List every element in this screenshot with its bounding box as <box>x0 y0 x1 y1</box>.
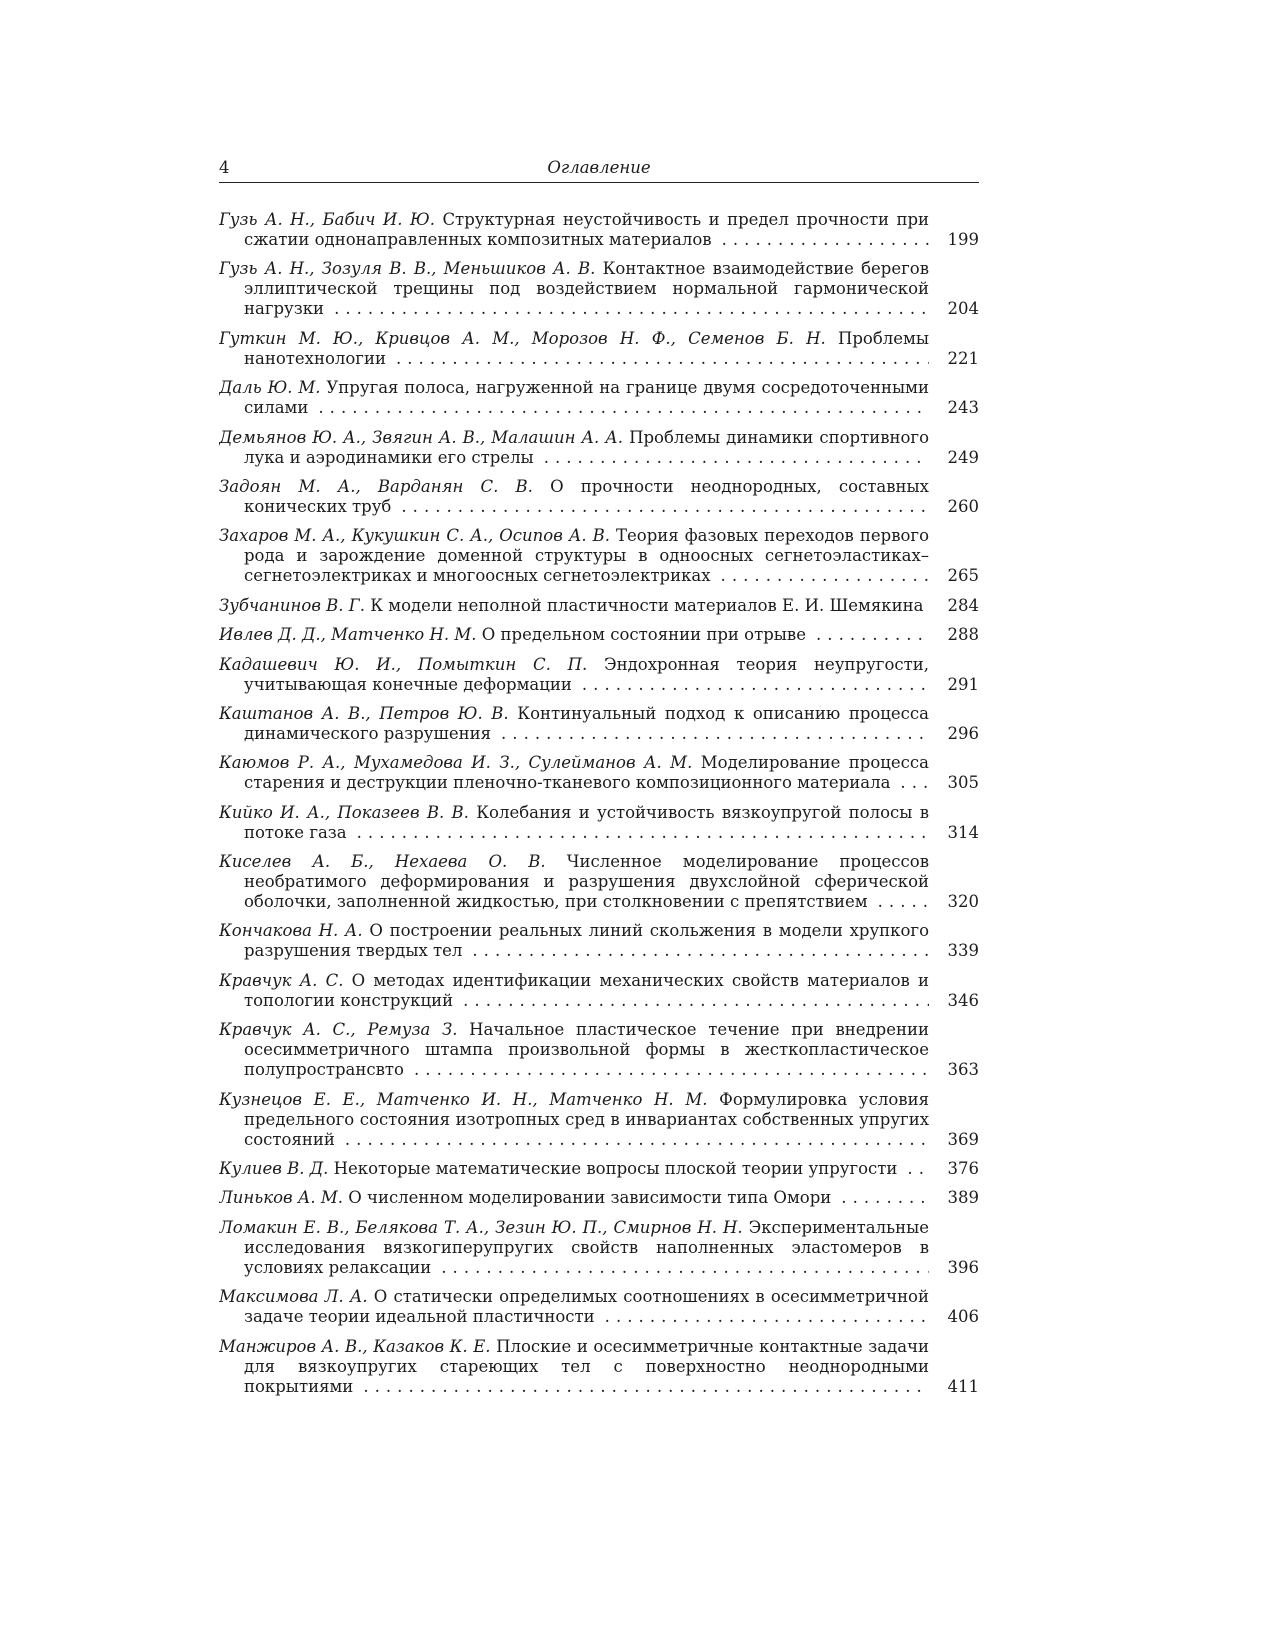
entry-authors: Кузнецов Е. Е., Матченко И. Н., Матченко Н. М. <box>219 1089 708 1109</box>
entry-title: Теория фазовых переходов первого рода и зарождение доменной структуры в одноосных сегнетоэластиках–сегнетоэлектриках и многоосных сегнетоэлектриках <box>244 526 929 586</box>
entry-page: 288 <box>947 625 979 645</box>
entry-page: 199 <box>947 230 979 249</box>
toc-entry[interactable] <box>219 803 979 843</box>
entry-title: Некоторые математические вопросы плоской теории упругости <box>333 1159 898 1179</box>
entry-page: 389 <box>947 1188 979 1208</box>
toc-entry[interactable] <box>219 753 979 793</box>
entry-page: 284 <box>947 595 979 615</box>
entry-title: Проблемы динамики спортивного лука и аэродинамики его стрелы <box>244 427 929 467</box>
entry-authors: Кулиев В. Д. <box>219 1159 329 1179</box>
entry-title: Численное моделирование процессов необратимого деформирования и разрушения двухслойной сферической оболочки, заполненной жидкостью, при столкновении с препятствием <box>244 852 929 912</box>
entry-page: 204 <box>947 299 979 319</box>
entry-title: К модели неполной пластичности материалов Е. И. Шемякина <box>370 595 924 615</box>
entry-authors: Каюмов Р. А., Мухамедова И. З., Сулейманов А. М. <box>219 753 693 773</box>
entry-page: 396 <box>947 1257 979 1277</box>
entry-title: О прочности неоднородных, составных конических труб <box>244 476 929 516</box>
toc-entry[interactable] <box>219 704 979 744</box>
entry-authors: Максимова Л. А. <box>219 1287 368 1307</box>
entry-title: Структурная неустойчивость и предел прочности при сжатии однонаправленных композитных материалов <box>244 210 929 249</box>
toc-entry[interactable] <box>219 852 979 912</box>
entry-authors: Демьянов Ю. А., Звягин А. В., Малашин А. А. <box>219 427 624 447</box>
entry-title: Моделирование процесса старения и деструкции пленочно-тканевого композиционного материала <box>244 753 929 793</box>
toc-entry[interactable] <box>219 1159 979 1179</box>
entry-page: 369 <box>947 1129 979 1149</box>
entry-title: Эндохронная теория неупругости, учитывающая конечные деформации <box>244 654 929 694</box>
entry-page: 305 <box>947 773 979 793</box>
entry-title: Начальное пластическое течение при внедрении осесимметричного штампа произвольной формы в жесткопластическое полупространсвто <box>244 1020 929 1080</box>
entry-authors: Линьков А. М. <box>219 1188 344 1208</box>
entry-page: 363 <box>947 1060 979 1080</box>
entry-page: 346 <box>947 990 979 1010</box>
toc-entry[interactable] <box>219 1188 979 1208</box>
entry-page: 376 <box>947 1159 979 1179</box>
entry-page: 265 <box>947 566 979 586</box>
entry-authors: Кравчук А. С. <box>219 970 344 990</box>
entry-authors: Гузь А. Н., Зозуля В. В., Меньшиков А. В. <box>219 259 596 279</box>
toc-entry[interactable] <box>219 971 979 1011</box>
entry-authors: Задоян М. А., Варданян С. В. <box>219 476 533 496</box>
toc-entry[interactable] <box>219 625 979 645</box>
entry-page: 221 <box>947 348 979 368</box>
entry-page: 260 <box>947 496 979 516</box>
entry-authors: Ивлев Д. Д., Матченко Н. М. <box>219 625 477 645</box>
page-number: 4 <box>219 158 230 177</box>
entry-title: Упругая полоса, нагруженной на границе двумя сосредоточенными силами <box>244 378 929 418</box>
entry-page: 314 <box>947 822 979 842</box>
toc-entry[interactable] <box>219 1218 979 1278</box>
toc-entry[interactable] <box>219 428 979 468</box>
entry-title: Экспериментальные исследования вязкогиперупругих свойств наполненных эластомеров в условиях релаксации <box>244 1217 929 1277</box>
entry-title: Проблемы нанотехнологии <box>244 328 929 368</box>
entry-title: Контактное взаимодействие берегов эллиптической трещины под воздействием нормальной гармонической нагрузки <box>244 259 929 319</box>
running-header <box>219 158 979 183</box>
entry-authors: Зубчанинов В. Г. <box>219 595 365 615</box>
entry-authors: Ломакин Е. В., Белякова Т. А., Зезин Ю. П., Смирнов Н. Н. <box>219 1217 743 1237</box>
entry-title: О статически определимых соотношениях в осесимметричной задаче теории идеальной пластичности <box>244 1287 929 1327</box>
entry-authors: Кончакова Н. А. <box>219 921 363 941</box>
entry-title: Формулировка условия предельного состояния изотропных сред в инвариантах собственных упругих состояний <box>244 1089 929 1149</box>
entry-title: О предельном состоянии при отрыве <box>481 625 806 645</box>
entry-page: 411 <box>947 1376 979 1396</box>
entry-title: Колебания и устойчивость вязкоупругой полосы в потоке газа <box>244 802 929 842</box>
toc-entry[interactable] <box>219 259 979 319</box>
toc-entry[interactable] <box>219 210 979 250</box>
entry-page: 406 <box>947 1307 979 1327</box>
page-title: Оглавление <box>547 158 651 177</box>
table-of-contents <box>219 210 979 1406</box>
entry-title: О методах идентификации механических свойств материалов и топологии конструкций <box>244 970 929 1010</box>
entry-page: 296 <box>947 723 979 743</box>
entry-page: 291 <box>947 674 979 694</box>
toc-entry[interactable] <box>219 526 979 586</box>
entry-authors: Даль Ю. М. <box>219 378 321 398</box>
toc-entry[interactable] <box>219 655 979 695</box>
entry-authors: Кадашевич Ю. И., Помыткин С. П. <box>219 654 588 674</box>
entry-authors: Гуткин М. Ю., Кривцов А. М., Морозов Н. Ф., Семенов Б. Н. <box>219 328 826 348</box>
entry-authors: Манжиров А. В., Казаков К. Е. <box>219 1336 491 1356</box>
toc-entry[interactable] <box>219 1090 979 1150</box>
toc-entry[interactable] <box>219 378 979 418</box>
entry-page: 320 <box>947 892 979 912</box>
toc-entry[interactable] <box>219 329 979 369</box>
entry-authors: Захаров М. А., Кукушкин С. А., Осипов А. В. <box>219 526 610 546</box>
toc-entry[interactable] <box>219 596 979 616</box>
entry-title: О построении реальных линий скольжения в модели хрупкого разрушения твердых тел <box>244 921 929 961</box>
toc-entry[interactable] <box>219 1287 979 1327</box>
entry-page: 249 <box>947 447 979 467</box>
entry-authors: Каштанов А. В., Петров Ю. В. <box>219 703 509 723</box>
entry-authors: Кравчук А. С., Ремуза З. <box>219 1020 458 1040</box>
entry-title: О численном моделировании зависимости типа Омори <box>348 1188 832 1208</box>
entry-page: 243 <box>947 398 979 418</box>
entry-title: Плоские и осесимметричные контактные задачи для вязкоупругих стареющих тел с поверхностно неоднородными покрытиями <box>244 1336 929 1396</box>
toc-entry[interactable] <box>219 477 979 517</box>
entry-title: Континуальный подход к описанию процесса динамического разрушения <box>244 703 929 743</box>
toc-entry[interactable] <box>219 1337 979 1397</box>
entry-page: 339 <box>947 941 979 961</box>
entry-authors: Киселев А. Б., Нехаева О. В. <box>219 852 546 872</box>
entry-authors: Гузь А. Н., Бабич И. Ю. <box>219 210 435 229</box>
toc-entry[interactable] <box>219 921 979 961</box>
entry-authors: Кийко И. А., Показеев В. В. <box>219 802 469 822</box>
toc-entry[interactable] <box>219 1020 979 1080</box>
